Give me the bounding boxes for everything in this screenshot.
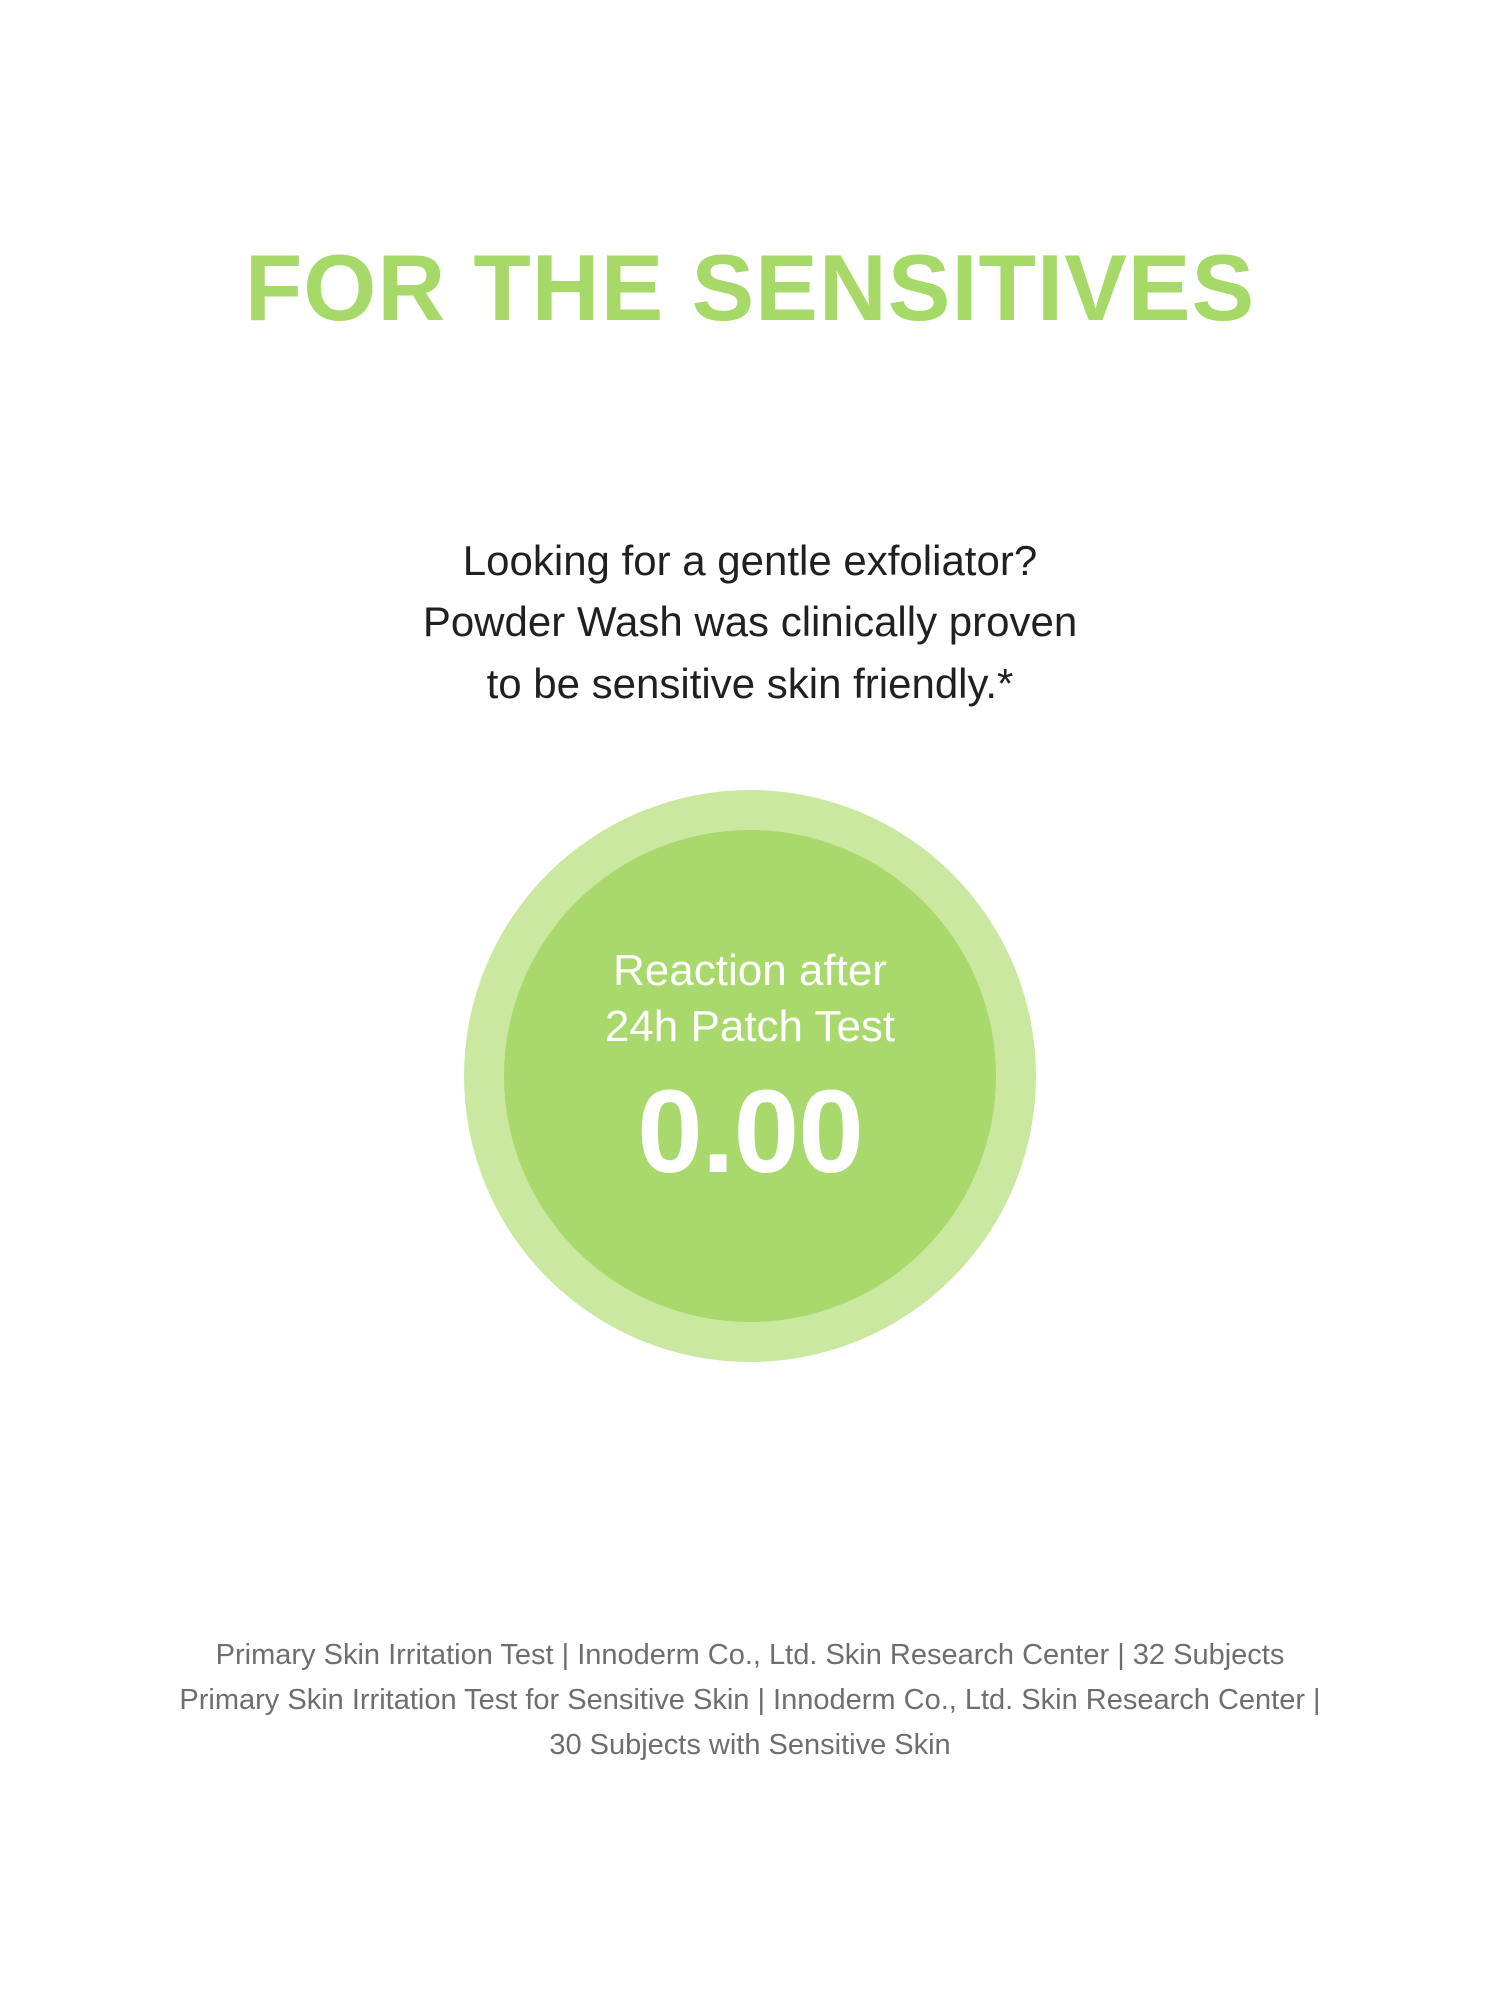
subcopy-line-3: to be sensitive skin friendly.* xyxy=(486,659,1014,707)
subcopy-line-1: Looking for a gentle exfoliator? xyxy=(462,537,1038,584)
result-badge xyxy=(0,790,1500,1390)
footnote-line-2: Primary Skin Irritation Test for Sensitive Skin | Innoderm Co., Ltd. Skin Research Center | xyxy=(179,1684,1321,1717)
badge-label-line-1: Reaction after xyxy=(613,945,887,995)
footnote-line-1: Primary Skin Irritation Test | Innoderm Co., Ltd. Skin Research Center | 32 Subjects xyxy=(215,1639,1285,1672)
page-title: FOR THE SENSITIVES xyxy=(244,234,1256,340)
badge-outer-ring xyxy=(464,790,1036,1362)
footnote-block xyxy=(0,1633,1500,1768)
footnote-line-3: 30 Subjects with Sensitive Skin xyxy=(549,1729,951,1762)
badge-label-line-2: 24h Patch Test xyxy=(604,1002,896,1051)
subcopy-line-2: Powder Wash was clinically proven xyxy=(422,598,1078,646)
badge-value: 0.00 xyxy=(637,1066,863,1199)
badge-label xyxy=(605,943,895,1056)
subcopy-block xyxy=(0,530,1500,714)
badge-inner-circle xyxy=(504,830,996,1322)
